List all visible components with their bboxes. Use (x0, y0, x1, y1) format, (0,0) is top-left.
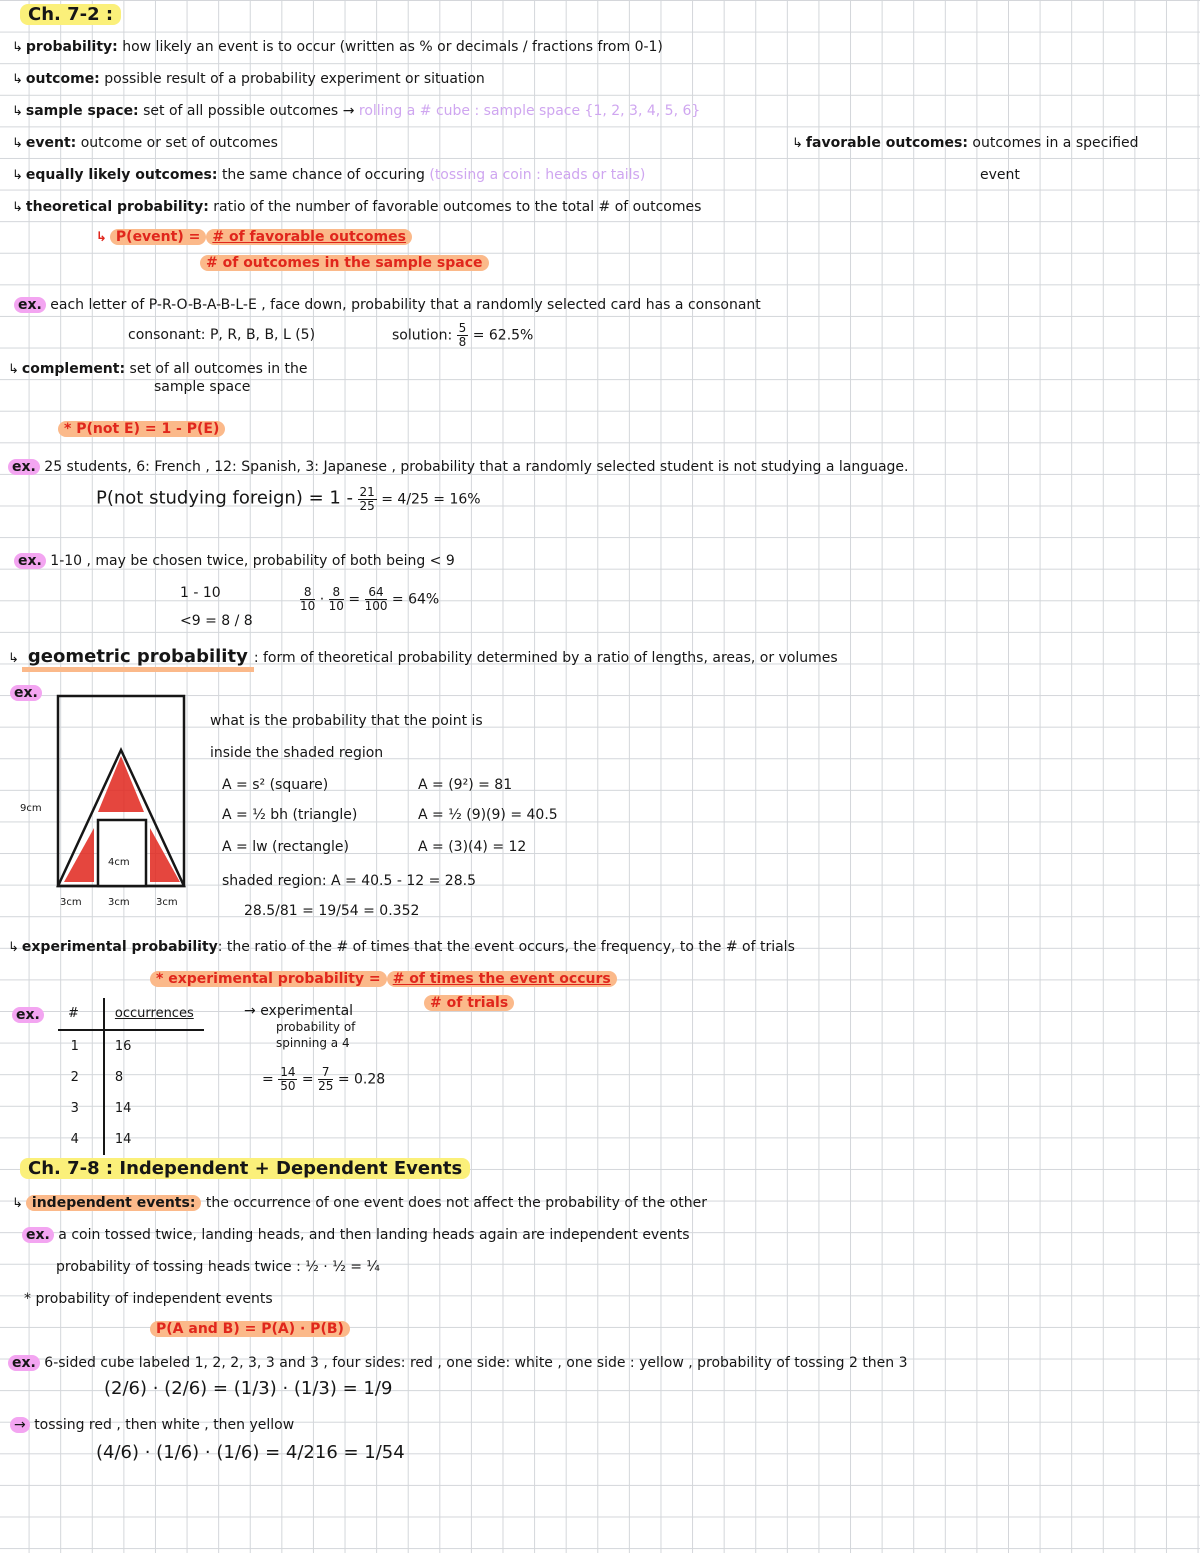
theoretical-formula-den: # of outcomes in the sample space (200, 254, 489, 272)
dim-base-3: 3cm (156, 897, 178, 908)
dim-base-1: 3cm (60, 897, 82, 908)
example-4-question-2: inside the shaded region (210, 745, 384, 761)
example-8-calc: (4/6) · (1/6) · (1/6) = 4/216 = 1/54 (96, 1442, 405, 1463)
formula-triangle: A = ½ bh (triangle) (222, 807, 358, 823)
calc-rectangle: A = (3)(4) = 12 (418, 839, 527, 855)
hooked-arrow-icon: ↳ (8, 651, 19, 666)
example-5-desc: → experimental (244, 1003, 354, 1019)
def-complement: ↳ complement: set of all outcomes in the (8, 361, 308, 377)
chapter-title: Ch. 7-2 : (20, 6, 121, 24)
independent-formula: P(A and B) = P(A) · P(B) (150, 1320, 350, 1338)
right-arrow-icon: → (10, 1417, 30, 1433)
sample-space-example: rolling a # cube : sample space {1, 2, 3, 4, 5, 6} (358, 103, 701, 119)
example-2-calc: P(not studying foreign) = 1 - $\frac{21}{25}$ = 4/25 = 16% (96, 485, 481, 513)
table-header: # (58, 998, 104, 1030)
example-7-calc: (2/6) · (2/6) = (1/3) · (1/3) = 1/9 (104, 1378, 393, 1399)
example-1-solution: solution: $\frac{5}{8}$ = 62.5% (392, 321, 534, 349)
hooked-arrow-icon: ↳ (12, 200, 23, 215)
table-header-row (58, 998, 204, 1030)
hooked-arrow-icon: ↳ (12, 72, 23, 87)
formula-square: A = s² (square) (222, 777, 329, 793)
example-3: ex. 1-10 , may be chosen twice, probability of both being < 9 (14, 552, 455, 570)
dim-rect: 4cm (108, 857, 130, 868)
example-6: ex. a coin tossed twice, landing heads, and then landing heads again are independent events (22, 1226, 690, 1244)
example-8: → tossing red , then white , then yellow (10, 1416, 294, 1434)
independent-note: * probability of independent events (24, 1291, 273, 1307)
theoretical-formula: ↳ P(event) = # of favorable outcomes (96, 228, 412, 247)
table-row: 2 8 (58, 1062, 204, 1093)
hooked-arrow-icon: ↳ (12, 136, 23, 151)
def-experimental: ↳ experimental probability: the ratio of the # of times that the event occurs, the frequency, to the # of trials (8, 939, 795, 955)
def-outcome: ↳ outcome: possible result of a probability experiment or situation (12, 71, 485, 87)
example-3-less: <9 = 8 / 8 (180, 613, 253, 629)
def-complement-cont: sample space (154, 379, 251, 395)
calc-square: A = (9²) = 81 (418, 777, 513, 793)
example-6-prob: probability of tossing heads twice : ½ · ½ = ¼ (56, 1259, 380, 1275)
hooked-arrow-icon: ↳ (12, 1196, 23, 1211)
def-equally-likely: ↳ equally likely outcomes: the same chance of occuring (tossing a coin : heads or tails) (12, 167, 646, 183)
table-row: 1 16 (58, 1030, 204, 1062)
geometry-figure (20, 690, 200, 910)
hooked-arrow-icon: ↳ (96, 230, 107, 245)
def-favorable-outcomes-cont: event (980, 167, 1020, 183)
experimental-formula-den: # of trials (424, 994, 514, 1012)
example-5-desc-2: probability of (276, 1020, 356, 1034)
hooked-arrow-icon: ↳ (8, 362, 19, 377)
shaded-region-result: 28.5/81 = 19/54 = 0.352 (244, 903, 420, 919)
calc-triangle: A = ½ (9)(9) = 40.5 (418, 807, 558, 823)
def-independent: ↳ independent events: the occurrence of one event does not affect the probability of the other (12, 1195, 708, 1211)
example-2: ex. 25 students, 6: French , 12: Spanish, 3: Japanese , probability that a randomly selected student is not studying a language. (8, 458, 909, 476)
hooked-arrow-icon: ↳ (12, 104, 23, 119)
formula-rectangle: A = lw (rectangle) (222, 839, 350, 855)
complement-formula: * P(not E) = 1 - P(E) (58, 420, 225, 438)
hooked-arrow-icon: ↳ (792, 136, 803, 151)
spinner-table (58, 998, 204, 1155)
example-1-consonants: consonant: P, R, B, B, L (5) (128, 327, 316, 343)
example-4-question-1: what is the probability that the point is (210, 713, 483, 729)
table-row: 3 14 (58, 1093, 204, 1124)
def-theoretical: ↳ theoretical probability: ratio of the number of favorable outcomes to the total # of outcomes (12, 199, 702, 215)
dim-base-2: 3cm (108, 897, 130, 908)
example-5-calc: = $\frac{14}{50}$ = $\frac{7}{25}$ = 0.28 (262, 1065, 386, 1093)
shaded-region-calc: shaded region: A = 40.5 - 12 = 28.5 (222, 873, 476, 889)
right-arrow-icon: → (244, 1003, 256, 1019)
dim-side: 9cm (20, 803, 42, 814)
example-3-calc: $\frac{8}{10}$ · $\frac{8}{10}$ = $\frac{64}{100}$ = 64% (300, 585, 440, 613)
chapter-title-2: Ch. 7-8 : Independent + Dependent Events (20, 1160, 470, 1178)
shaded-left (64, 828, 94, 882)
equally-likely-example: (tossing a coin : heads or tails) (429, 167, 646, 183)
example-5-desc-3: spinning a 4 (276, 1036, 350, 1050)
example-3-range: 1 - 10 (180, 585, 221, 601)
table-row: 4 14 (58, 1124, 204, 1155)
inner-square (98, 820, 146, 886)
hooked-arrow-icon: ↳ (12, 40, 23, 55)
def-favorable-outcomes: ↳ favorable outcomes: outcomes in a specified (792, 135, 1139, 151)
def-geometric: ↳ geometric probability : form of theoretical probability determined by a ratio of lengths, areas, or volumes (8, 648, 838, 668)
table-header: occurrences (104, 998, 204, 1030)
experimental-formula: * experimental probability = # of times the event occurs (150, 970, 617, 988)
hooked-arrow-icon: ↳ (12, 168, 23, 183)
shaded-right (150, 828, 180, 882)
example-5-label: ex. (12, 1006, 44, 1024)
example-4-label: ex. (10, 684, 42, 702)
def-event: ↳ event: outcome or set of outcomes (12, 135, 278, 151)
def-sample-space: ↳ sample space: set of all possible outcomes → rolling a # cube : sample space {1, 2, 3, 4, 5, 6} (12, 103, 701, 119)
example-1: ex. each letter of P-R-O-B-A-B-L-E , face down, probability that a randomly selected card has a consonant (14, 296, 761, 314)
example-7: ex. 6-sided cube labeled 1, 2, 2, 3, 3 and 3 , four sides: red , one side: white , one side : yellow , probability of tossing 2 then 3 (8, 1354, 908, 1372)
right-arrow-icon: → (342, 103, 355, 119)
def-probability: ↳ probability: how likely an event is to occur (written as % or decimals / fractions from 0-1) (12, 39, 663, 55)
hooked-arrow-icon: ↳ (8, 940, 19, 955)
